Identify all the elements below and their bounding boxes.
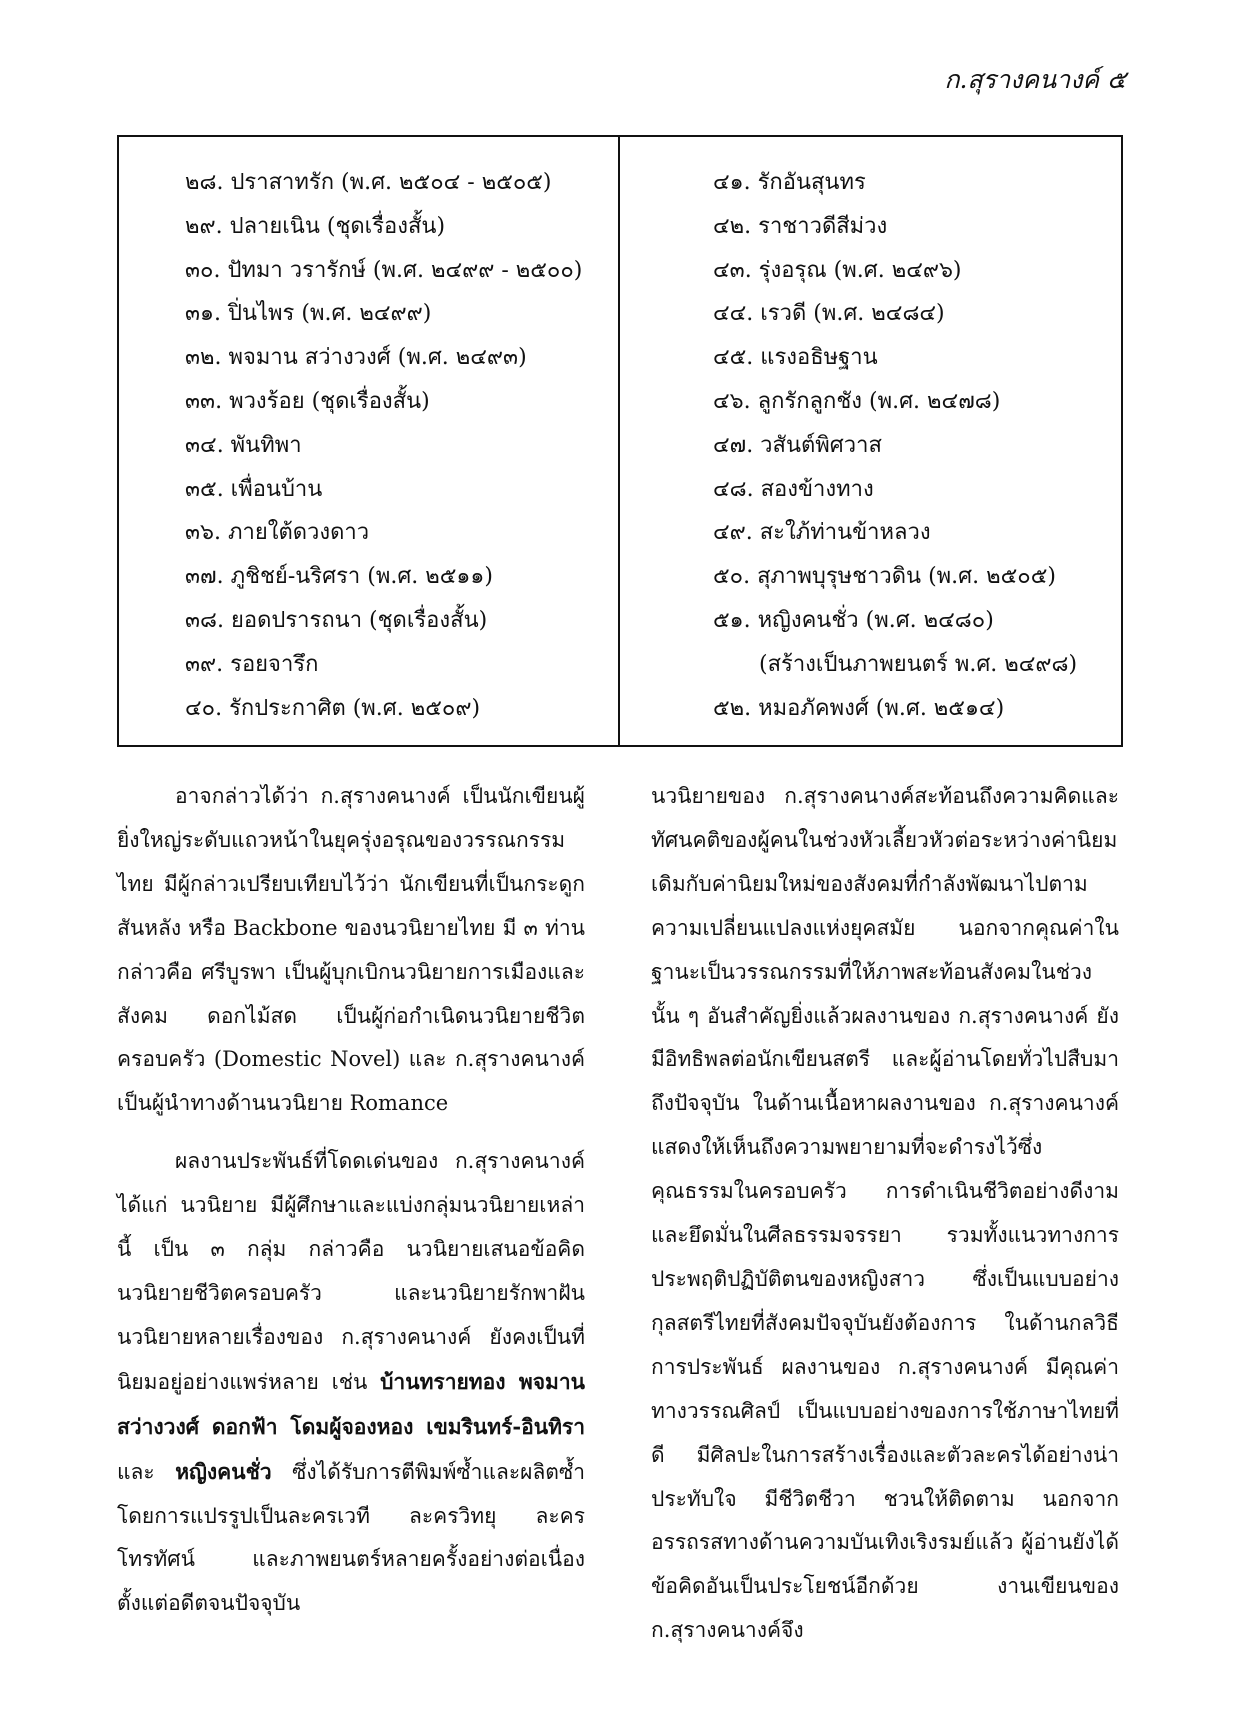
list-item: ๓๓. พวงร้อย (ชุดเรื่องสั้น) bbox=[185, 388, 430, 414]
list-item: ๒๙. ปลายเนิน (ชุดเรื่องสั้น) bbox=[185, 213, 446, 239]
paragraph-text: ผลงานประพันธ์ที่โดดเด่นของ ก.สุรางคนางค์ ได้แก่ นวนิยาย มีผู้ศึกษาและแบ่งกลุ่มนวนิยายเหล่านี้ เป็น ๓ กลุ่ม กล่าวคือ นวนิยายเสนอข้อคิด นวนิยายชีวิตครอบครัว และนวนิยายรักพาฝัน นวนิยายหลายเรื่องของ ก.สุรางคนางค์ ยังคงเป็นที่นิยมอยู่อย่างแพร่หลาย เช่น bbox=[117, 1149, 585, 1394]
list-item: ๔๔. เรวดี (พ.ศ. ๒๔๘๔) bbox=[713, 301, 945, 327]
column-divider bbox=[618, 137, 620, 745]
list-item-note: (สร้างเป็นภาพยนตร์ พ.ศ. ๒๔๙๘) bbox=[759, 651, 1078, 677]
list-item: ๓๘. ยอดปรารถนา (ชุดเรื่องสั้น) bbox=[185, 607, 488, 633]
list-item: ๔๓. รุ่งอรุณ (พ.ศ. ๒๔๙๖) bbox=[713, 257, 962, 283]
list-item: ๔๙. สะใภ้ท่านข้าหลวง bbox=[713, 520, 931, 546]
works-list-box bbox=[117, 135, 1123, 747]
paragraph bbox=[117, 1140, 585, 1626]
list-item: ๓๐. ปัทมา วรารักษ์ (พ.ศ. ๒๔๙๙ - ๒๕๐๐) bbox=[185, 257, 583, 283]
list-item: ๔๘. สองข้างทาง bbox=[713, 476, 874, 502]
list-item: ๔๐. รักประกาศิต (พ.ศ. ๒๕๐๙) bbox=[185, 695, 481, 721]
bold-titles: บ้านทรายทอง พจมาน สว่างวงศ์ ดอกฟ้า โดมผู้จองหอง เขมรินทร์-อินทิรา bbox=[117, 1368, 585, 1439]
list-item: ๕๑. หญิงคนชั่ว (พ.ศ. ๒๔๘๐) bbox=[713, 607, 994, 633]
list-item: ๕๐. สุภาพบุรุษชาวดิน (พ.ศ. ๒๕๐๕) bbox=[713, 564, 1056, 590]
body-column-left bbox=[117, 775, 585, 1640]
list-item: ๔๗. วสันต์พิศวาส bbox=[713, 432, 882, 458]
list-item: ๓๖. ภายใต้ดวงดาว bbox=[185, 520, 370, 546]
list-item: ๓๒. พจมาน สว่างวงศ์ (พ.ศ. ๒๔๙๓) bbox=[185, 345, 527, 371]
list-item: ๔๒. ราชาวดีสีม่วง bbox=[713, 213, 888, 239]
paragraph-text: และ bbox=[117, 1459, 155, 1484]
list-item: ๔๖. ลูกรักลูกชัง (พ.ศ. ๒๔๗๘) bbox=[713, 388, 1001, 414]
body-column-right bbox=[651, 775, 1119, 1667]
list-item: ๓๕. เพื่อนบ้าน bbox=[185, 476, 323, 502]
list-item: ๓๑. ปิ่นไพร (พ.ศ. ๒๔๙๙) bbox=[185, 301, 432, 327]
paragraph-text: ซึ่งได้รับการตีพิมพ์ซ้ำและผลิตซ้ำโดยการแปรรูปเป็นละครเวที ละครวิทยุ ละครโทรทัศน์ และภาพยนตร์หลายครั้งอย่างต่อเนื่องตั้งแต่อดีตจนปัจจุบัน bbox=[117, 1459, 585, 1616]
list-item: ๒๘. ปราสาทรัก (พ.ศ. ๒๕๐๔ - ๒๕๐๕) bbox=[185, 170, 552, 195]
list-item: ๓๗. ภูชิชย์-นริศรา (พ.ศ. ๒๕๑๑) bbox=[185, 564, 493, 590]
paragraph: อาจกล่าวได้ว่า ก.สุรางคนางค์ เป็นนักเขียนผู้ยิ่งใหญ่ระดับแถวหน้าในยุครุ่งอรุณของวรรณกรรมไทย มีผู้กล่าวเปรียบเทียบไว้ว่า นักเขียนที่เป็นกระดูกสันหลัง หรือ Backbone ของนวนิยายไทย มี ๓ ท่าน กล่าวคือ ศรีบูรพา เป็นผู้บุกเบิกนวนิยายการเมืองและสังคม ดอกไม้สด เป็นผู้ก่อกำเนิดนวนิยายชีวิตครอบครัว (Domestic Novel) และ ก.สุรางคนางค์ เป็นผู้นำทางด้านนวนิยาย Romance bbox=[117, 784, 585, 1116]
paragraph: นวนิยายของ ก.สุรางคนางค์สะท้อนถึงความคิดและทัศนคติของผู้คนในช่วงหัวเลี้ยวหัวต่อระหว่างค่านิยมเดิมกับค่านิยมใหม่ของสังคมที่กำลังพัฒนาไปตามความเปลี่ยนแปลงแห่งยุคสมัย นอกจากคุณค่าในฐานะเป็นวรรณกรรมที่ให้ภาพสะท้อนสังคมในช่วงนั้น ๆ อันสำคัญยิ่งแล้วผลงานของ ก.สุรางคนางค์ ยังมีอิทธิพลต่อนักเขียนสตรี และผู้อ่านโดยทั่วไปสืบมาถึงปัจจุบัน ในด้านเนื้อหาผลงานของ ก.สุรางคนางค์ แสดงให้เห็นถึงความพยายามที่จะดำรงไว้ซึ่งคุณธรรมในครอบครัว การดำเนินชีวิตอย่างดีงามและยึดมั่นในศีลธรรมจรรยา รวมทั้งแนวทางการประพฤติปฏิบัติตนของหญิงสาว ซึ่งเป็นแบบอย่างกุลสตรีไทยที่สังคมปัจจุบันยังต้องการ ในด้านกลวิธีการประพันธ์ ผลงานของ ก.สุรางคนางค์ มีคุณค่าทางวรรณศิลป์ เป็นแบบอย่างของการใช้ภาษาไทยที่ดี มีศิลปะในการสร้างเรื่องและตัวละครได้อย่างน่าประทับใจ มีชีวิตชีวา ชวนให้ติดตาม นอกจากอรรถรสทางด้านความบันเทิงเริงรมย์แล้ว ผู้อ่านยังได้ข้อคิดอันเป็นประโยชน์อีกด้วย งานเขียนของ ก.สุรางคนางค์จึง bbox=[651, 784, 1119, 1643]
list-item: ๕๒. หมอภัคพงศ์ (พ.ศ. ๒๕๑๔) bbox=[713, 695, 1005, 721]
list-item: ๓๙. รอยจารึก bbox=[185, 651, 319, 677]
list-item: ๓๔. พันทิพา bbox=[185, 432, 302, 458]
bold-title: หญิงคนชั่ว bbox=[175, 1458, 272, 1484]
running-head: ก.สุรางคนางค์ ๕ bbox=[944, 65, 1126, 94]
list-item: ๔๑. รักอันสุนทร bbox=[713, 170, 866, 195]
works-list-left bbox=[185, 161, 582, 730]
list-item: ๔๕. แรงอธิษฐาน bbox=[713, 345, 878, 371]
works-list-right bbox=[713, 161, 1077, 730]
